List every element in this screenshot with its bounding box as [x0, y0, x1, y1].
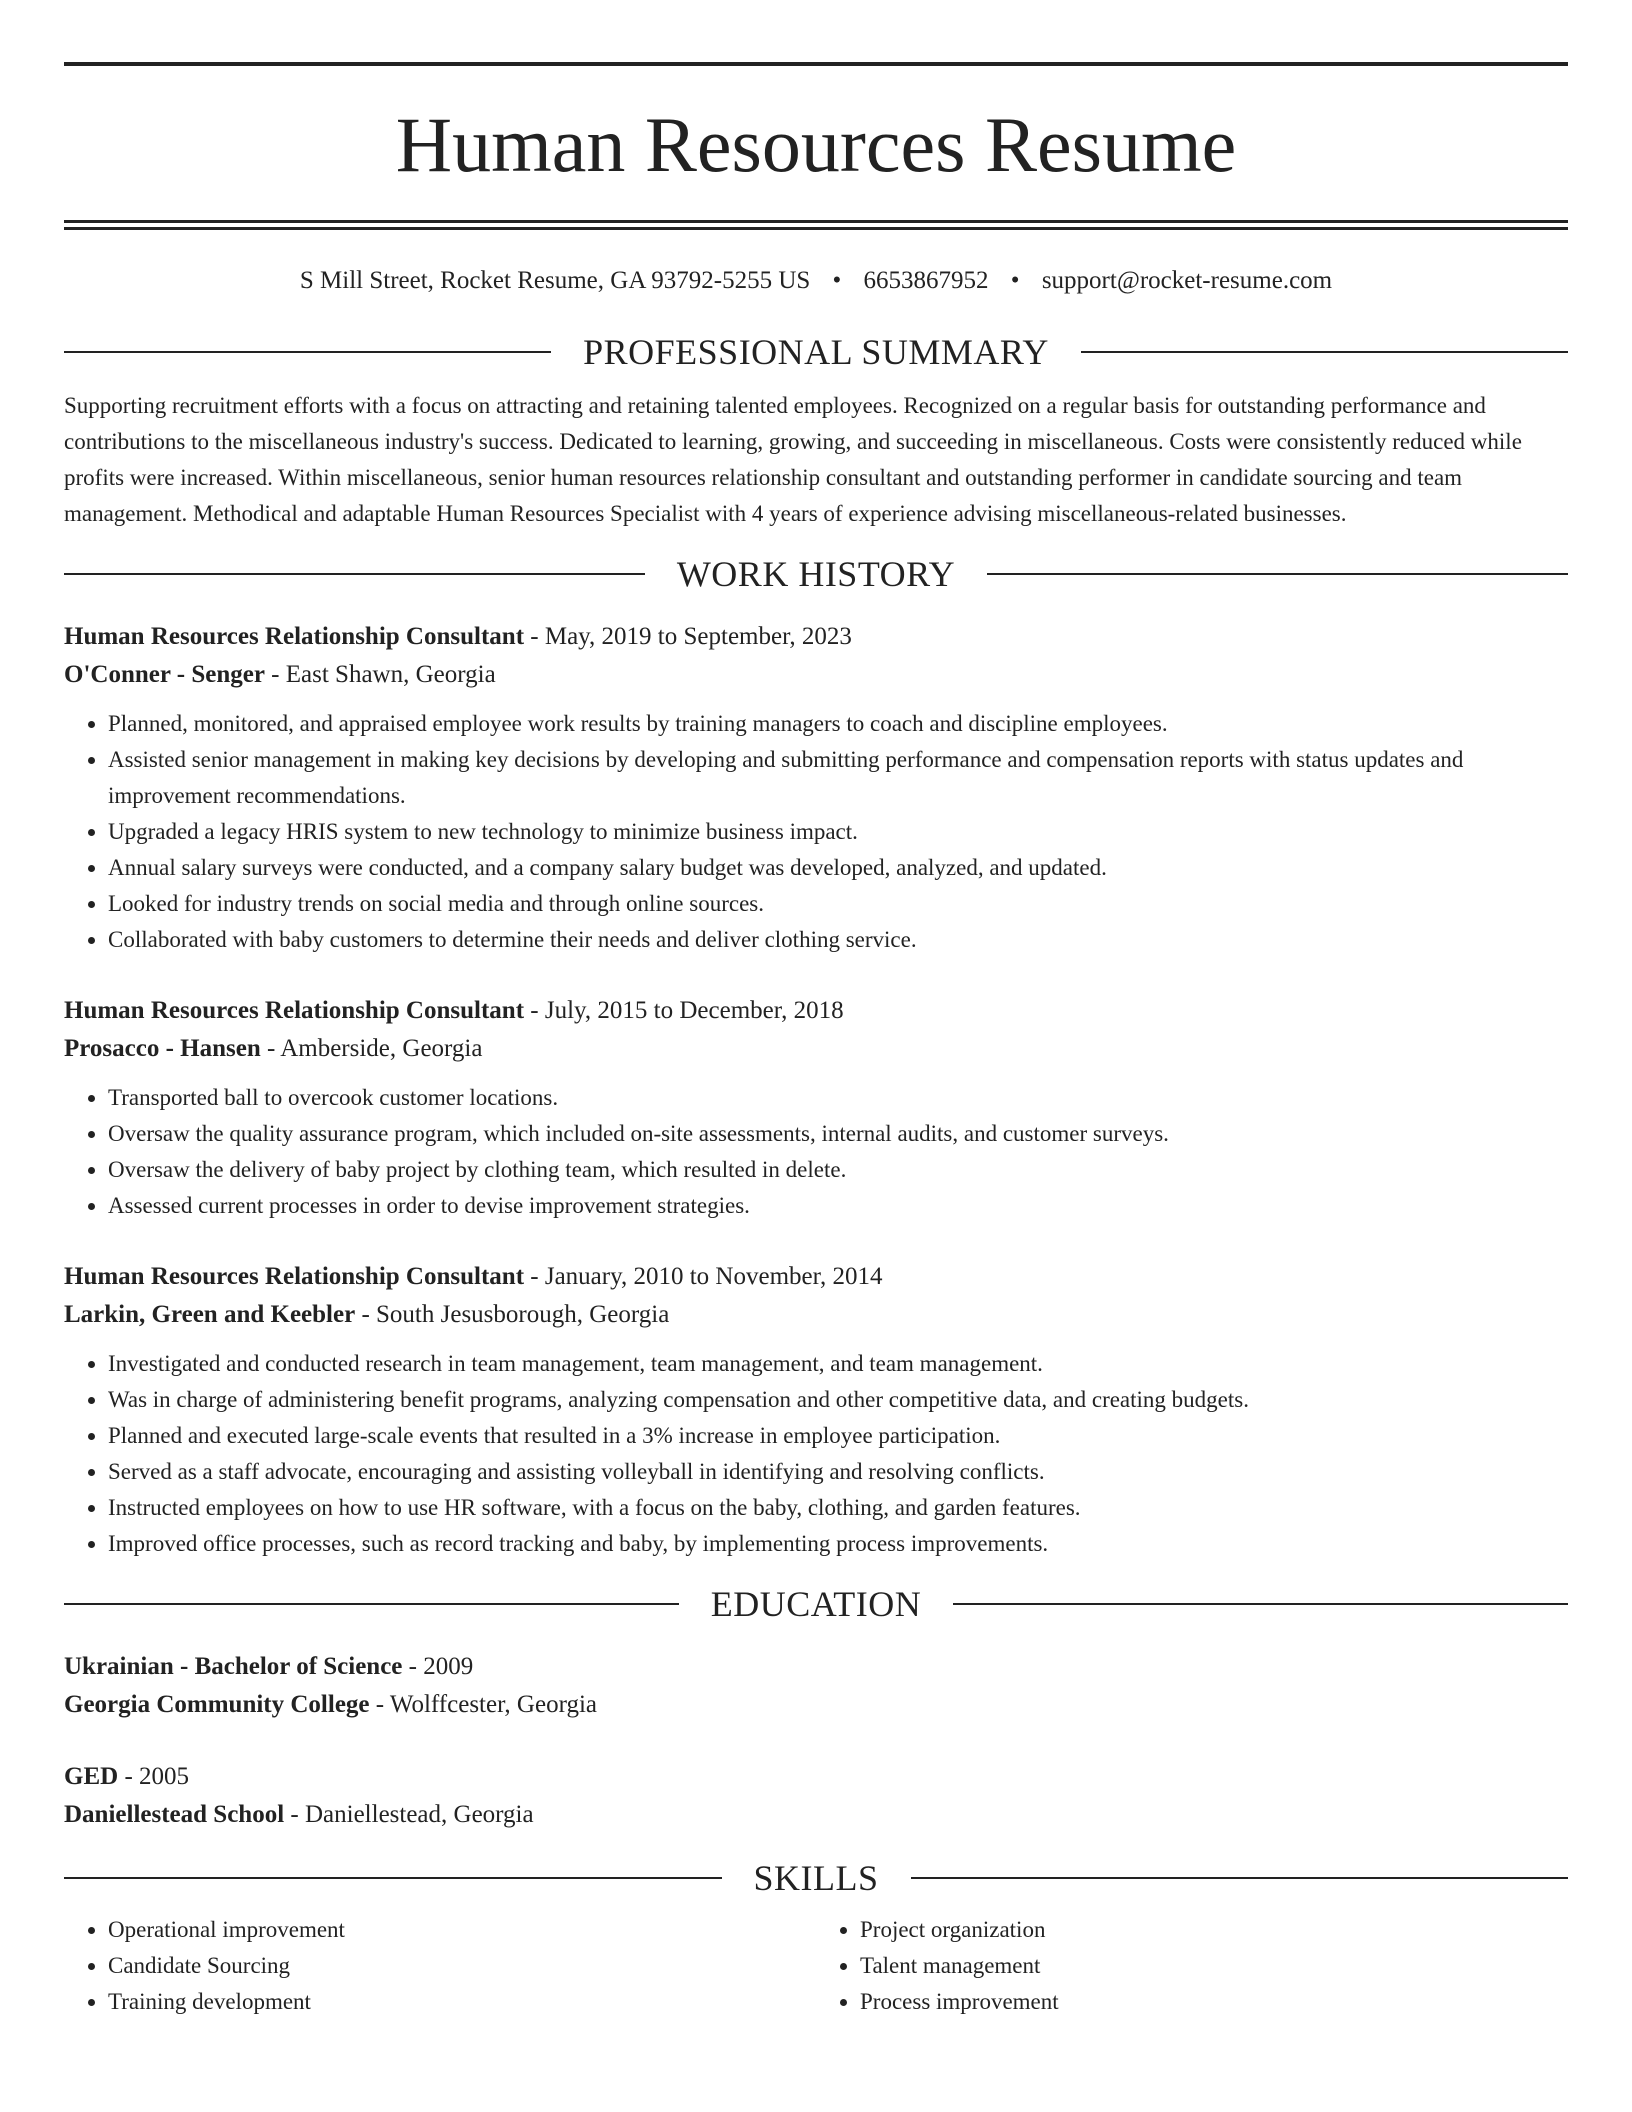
skill-item: • Project organization	[860, 1912, 1568, 1948]
resume-title: Human Resources Resume	[395, 101, 1237, 188]
job-title-line	[64, 1258, 1568, 1296]
job-bullet: • Planned, monitored, and appraised employee work results by training managers to coach and discipline employees.	[108, 706, 1568, 742]
section-rule	[987, 573, 1568, 575]
education-list	[64, 1648, 1568, 1834]
work-history-list	[64, 618, 1568, 1562]
job-title: Human Resources Relationship Consultant	[64, 623, 525, 650]
skill-item: • Talent management	[860, 1948, 1568, 1984]
job-bullet: • Oversaw the quality assurance program, which included on-site assessments, internal audits, and customer surveys.	[108, 1116, 1568, 1152]
job-bullet: • Transported ball to overcook customer locations.	[108, 1080, 1568, 1116]
job-bullets	[64, 1080, 1568, 1224]
education-degree-line	[64, 1758, 1568, 1796]
job-entry	[64, 992, 1568, 1224]
section-header-summary	[64, 332, 1568, 372]
education-school-line	[64, 1796, 1568, 1834]
section-title-work: WORK HISTORY	[676, 554, 956, 594]
section-title-summary: PROFESSIONAL SUMMARY	[583, 332, 1049, 372]
job-dates: - May, 2019 to September, 2023	[524, 623, 852, 650]
skills-column-right	[816, 1912, 1568, 2020]
section-rule	[64, 1877, 722, 1879]
section-rule	[1081, 351, 1568, 353]
job-bullets	[64, 1346, 1568, 1562]
section-rule	[911, 1877, 1569, 1879]
section-title-education: EDUCATION	[710, 1584, 922, 1624]
education-year: - 2009	[402, 1653, 474, 1680]
education-year: - 2005	[118, 1763, 190, 1790]
contact-phone: 6653867952	[863, 267, 989, 294]
job-company: Larkin, Green and Keebler	[64, 1301, 356, 1328]
skill-item: • Training development	[108, 1984, 816, 2020]
skill-item: • Operational improvement	[108, 1912, 816, 1948]
job-bullet: • Instructed employees on how to use HR software, with a focus on the baby, clothing, and garden features.	[108, 1490, 1568, 1526]
job-bullet: • Was in charge of administering benefit programs, analyzing compensation and other competitive data, and creating budgets.	[108, 1382, 1568, 1418]
top-rule	[64, 62, 1568, 66]
job-company-line	[64, 656, 1568, 694]
education-location: - Daniellestead, Georgia	[284, 1801, 534, 1828]
job-bullet: • Planned and executed large-scale events that resulted in a 3% increase in employee participation.	[108, 1418, 1568, 1454]
job-location: - South Jesusborough, Georgia	[355, 1301, 670, 1328]
section-rule	[64, 351, 551, 353]
education-location: - Wolffcester, Georgia	[369, 1691, 597, 1718]
job-bullet: • Oversaw the delivery of baby project by clothing team, which resulted in delete.	[108, 1152, 1568, 1188]
contact-address: S Mill Street, Rocket Resume, GA 93792-5255 US	[299, 267, 811, 294]
job-bullet: • Looked for industry trends on social media and through online sources.	[108, 886, 1568, 922]
job-entry	[64, 1258, 1568, 1562]
job-title: Human Resources Relationship Consultant	[64, 997, 525, 1024]
job-location: - Amberside, Georgia	[260, 1035, 483, 1062]
job-dates: - January, 2010 to November, 2014	[524, 1263, 883, 1290]
education-entry	[64, 1648, 1568, 1724]
section-header-education	[64, 1584, 1568, 1624]
section-header-work	[64, 554, 1568, 594]
skill-item: • Candidate Sourcing	[108, 1948, 816, 1984]
job-entry	[64, 618, 1568, 958]
job-title: Human Resources Relationship Consultant	[64, 1263, 525, 1290]
job-bullet: • Collaborated with baby customers to determine their needs and deliver clothing service.	[108, 922, 1568, 958]
job-company: O'Conner - Senger	[64, 661, 265, 688]
job-bullets	[64, 706, 1568, 958]
section-header-skills	[64, 1858, 1568, 1898]
title-double-rule	[64, 220, 1568, 230]
education-entry	[64, 1758, 1568, 1834]
education-school: Daniellestead School	[64, 1801, 285, 1828]
education-degree-line	[64, 1648, 1568, 1686]
job-company-line	[64, 1030, 1568, 1068]
education-school-line	[64, 1686, 1568, 1724]
job-company: Prosacco - Hansen	[64, 1035, 261, 1062]
job-bullet: • Assessed current processes in order to devise improvement strategies.	[108, 1188, 1568, 1224]
section-rule	[64, 1603, 679, 1605]
job-bullet: • Improved office processes, such as record tracking and baby, by implementing process improvements.	[108, 1526, 1568, 1562]
contact-separator: •	[832, 267, 842, 294]
education-degree: GED	[64, 1763, 119, 1790]
skill-item: • Process improvement	[860, 1984, 1568, 2020]
job-bullet: • Served as a staff advocate, encouraging and assisting volleyball in identifying and resolving conflicts.	[108, 1454, 1568, 1490]
job-bullet: • Annual salary surveys were conducted, and a company salary budget was developed, analyzed, and updated.	[108, 850, 1568, 886]
job-dates: - July, 2015 to December, 2018	[524, 997, 844, 1024]
job-title-line	[64, 618, 1568, 656]
section-rule	[953, 1603, 1568, 1605]
section-rule	[64, 573, 645, 575]
education-school: Georgia Community College	[64, 1691, 370, 1718]
skills-column-left	[64, 1912, 816, 2020]
job-title-line	[64, 992, 1568, 1030]
job-bullet: • Assisted senior management in making key decisions by developing and submitting performance and compensation reports with status updates and improvement recommendations.	[108, 742, 1568, 814]
job-company-line	[64, 1296, 1568, 1334]
skills-grid	[64, 1912, 1568, 2020]
contact-line	[64, 266, 1568, 296]
contact-separator: •	[1010, 267, 1020, 294]
education-degree: Ukrainian - Bachelor of Science	[64, 1653, 403, 1680]
job-location: - East Shawn, Georgia	[264, 661, 496, 688]
contact-email: support@rocket-resume.com	[1041, 267, 1333, 294]
job-bullet: • Upgraded a legacy HRIS system to new technology to minimize business impact.	[108, 814, 1568, 850]
job-bullet: • Investigated and conducted research in team management, team management, and team management.	[108, 1346, 1568, 1382]
summary-text: Supporting recruitment efforts with a focus on attracting and retaining talented employees. Recognized on a regular basis for outstanding performance and contributions to the miscellaneous industry's success. Dedicated to learning, growing, and succeeding in miscellaneous. Costs were consistently reduced while profits were increased. Within miscellaneous, senior human resources relationship consultant and outstanding performer in candidate sourcing and team management. Methodical and adaptable Human Resources Specialist with 4 years of experience advising miscellaneous-related businesses.	[64, 393, 1522, 526]
section-title-skills: SKILLS	[753, 1858, 879, 1898]
